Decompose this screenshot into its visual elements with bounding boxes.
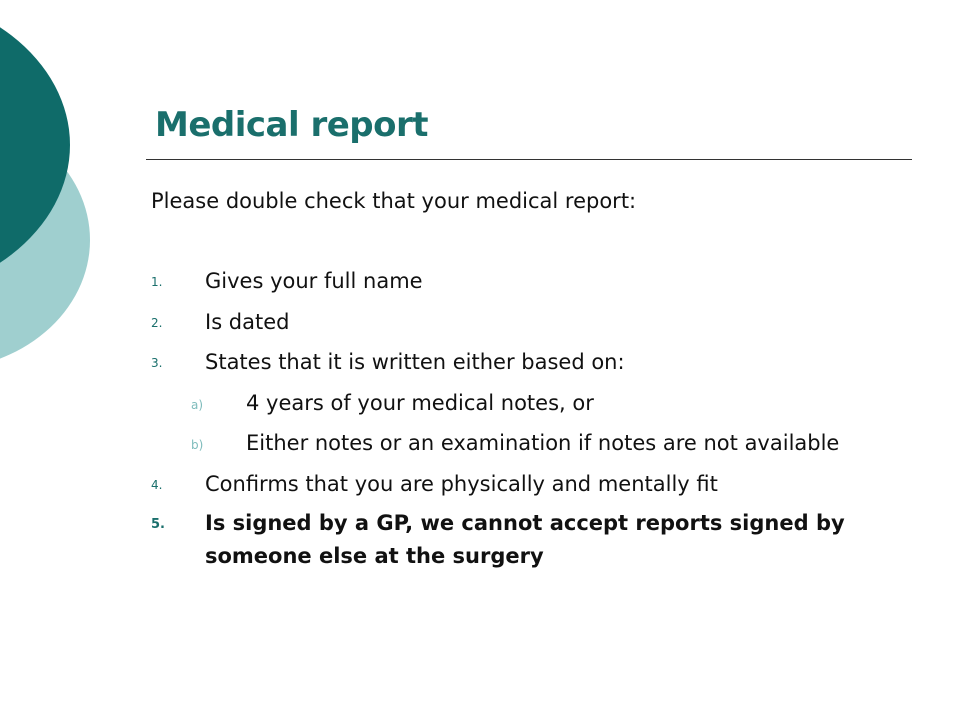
sub-list-item-text: 4 years of your medical notes, or [246,390,594,415]
title-divider [146,159,912,160]
sub-list-item [151,386,911,420]
list-item-emphasized [151,507,911,573]
list-number: 1. [151,275,163,289]
list-item [151,305,911,339]
list-item-text: States that it is written either based on: [205,350,625,374]
sub-list-item-text: Either notes or an examination if notes are not available [246,431,840,455]
list-item-text: Confirms that you are physically and mentally fit [205,471,718,496]
list-item-text: Is signed by a GP, we cannot accept reports signed by someone else at the surgery [205,511,845,568]
list-number: 2. [151,315,163,330]
list-item-text: Gives your full name [205,269,423,293]
slide-title: Medical report [155,105,429,145]
intro-text: Please double check that your medical report: [151,189,637,213]
list-item-text: Is dated [205,309,290,334]
sub-list-item [151,426,911,460]
list-number: 5. [151,517,165,532]
sub-list-letter: b) [191,438,204,452]
sub-list-letter: a) [191,397,204,412]
checklist [151,264,911,580]
list-item [151,467,911,501]
list-number: 4. [151,477,163,492]
list-item [151,345,911,379]
list-item [151,264,911,298]
list-number: 3. [151,356,163,370]
